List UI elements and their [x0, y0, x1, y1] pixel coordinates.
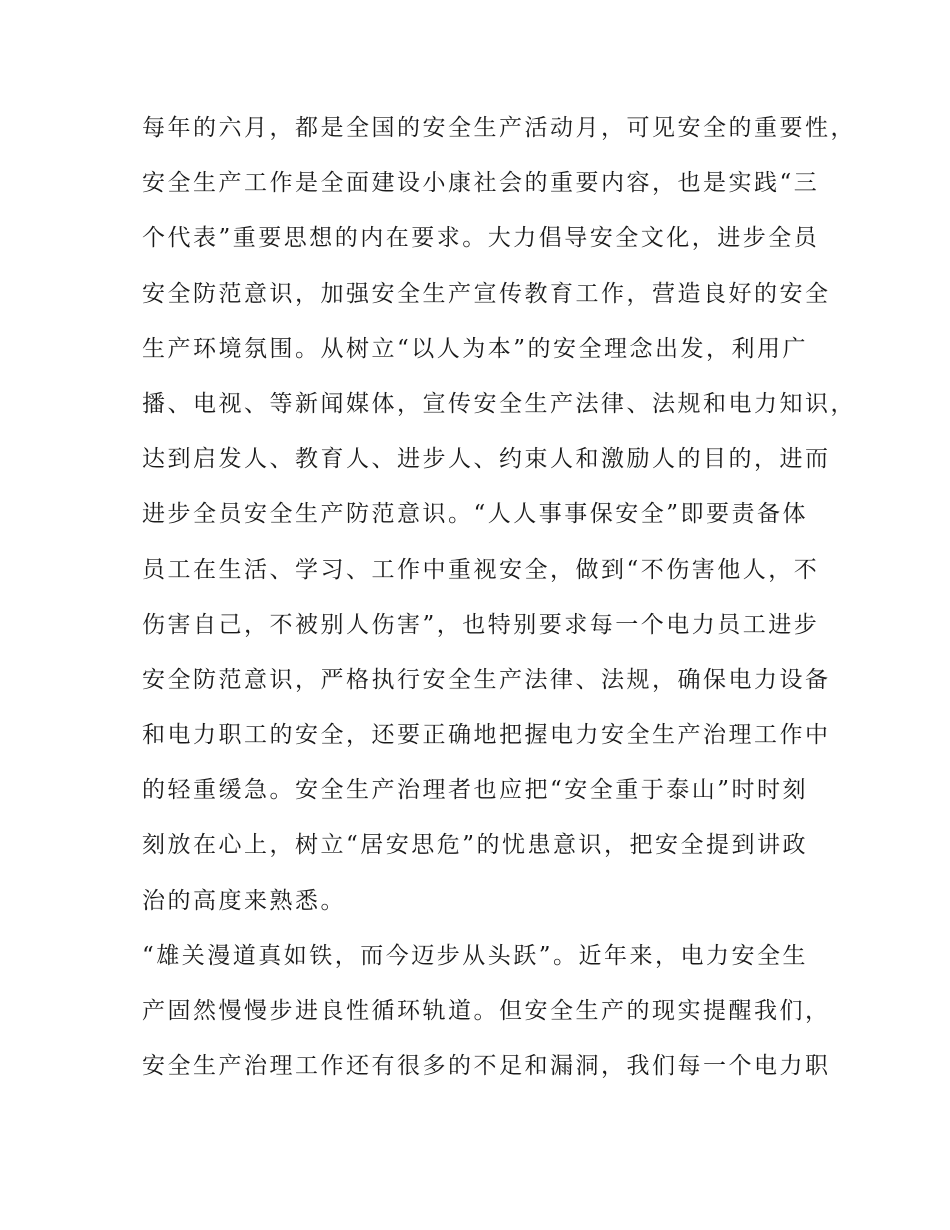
- body-text: [142, 105, 856, 1098]
- text-line: 进步全员安全生产防范意识。“人人事事保安全”即要责备体: [142, 501, 809, 528]
- text-line: 员工在生活、学习、工作中重视安全，做到“不伤害他人，不: [142, 556, 820, 583]
- text-line: 产固然慢慢步进良性循环轨道。但安全生产的现实提醒我们，: [142, 998, 831, 1024]
- text-line: 生产环境氛围。从树立“以人为本”的安全理念出发，利用广: [142, 335, 809, 362]
- text-line: 达到启发人、教育人、进步人、约束人和激励人的目的，进而: [142, 446, 831, 473]
- text-line: 安全防范意识，加强安全生产宣传教育工作，营造良好的安全: [142, 280, 831, 307]
- text-line: “雄关漫道真如铁，而今迈步从头跃”。近年来，电力安全生: [142, 942, 809, 969]
- text-line: 个代表”重要思想的内在要求。大力倡导安全文化，进步全员: [142, 225, 820, 252]
- text-line: 每年的六月，都是全国的安全生产活动月，可见安全的重要性，: [142, 115, 856, 141]
- text-line: 刻放在心上，树立“居安思危”的忧患意识，把安全提到讲政: [142, 832, 809, 859]
- text-line: 安全防范意识，严格执行安全生产法律、法规，确保电力设备: [142, 666, 831, 693]
- text-line: 安全生产工作是全面建设小康社会的重要内容，也是实践“三: [142, 170, 820, 197]
- text-line: 和电力职工的安全，还要正确地把握电力安全生产治理工作中: [142, 722, 831, 749]
- text-line: 治的高度来熟悉。: [142, 887, 346, 914]
- text-line: 安全生产治理工作还有很多的不足和漏洞，我们每一个电力职: [142, 1053, 831, 1080]
- text-line: 的轻重缓急。安全生产治理者也应把“安全重于泰山”时时刻: [142, 777, 809, 804]
- text-line: 伤害自己，不被别人伤害”，也特别要求每一个电力员工进步: [142, 611, 820, 638]
- text-line: 播、电视、等新闻媒体，宣传安全生产法律、法规和电力知识，: [142, 390, 856, 417]
